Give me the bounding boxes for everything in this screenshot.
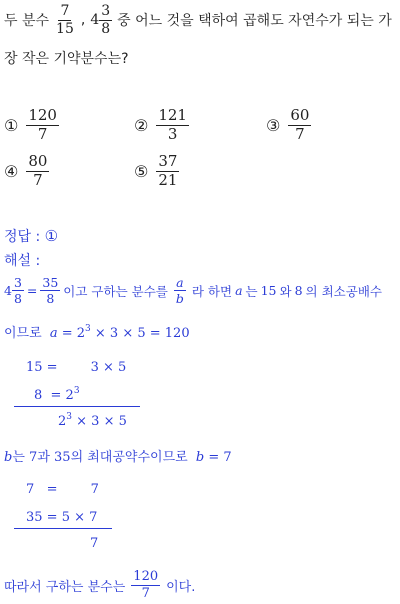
question-lead: 두 분수 <box>4 13 50 30</box>
number: 15 <box>260 283 277 299</box>
question-line-1-tail: 중 어느 것을 택하여 곱해도 자연수가 되는 가 <box>117 13 392 30</box>
fraction-denominator: 8 <box>101 20 111 37</box>
fraction-denominator: 7 <box>141 585 150 601</box>
option-fraction <box>26 108 59 143</box>
fraction-denominator: 8 <box>46 291 55 307</box>
text: 는 <box>245 283 258 299</box>
fraction-numerator: 7 <box>60 3 70 19</box>
number: 7 <box>29 450 38 465</box>
option-3[interactable] <box>266 108 311 143</box>
number: 8 <box>294 283 303 299</box>
option-marker: ③ <box>266 115 281 135</box>
fraction-a-b <box>174 276 186 305</box>
expression: × 3 × 5 = 120 <box>94 326 190 341</box>
text: 과 <box>37 450 50 465</box>
fraction-numerator: 120 <box>28 106 57 124</box>
fraction-7-15 <box>54 4 76 36</box>
question-line-2: 장 작은 기약분수는? <box>4 51 129 67</box>
gcd-result: 7 <box>90 536 99 551</box>
text: 이고 구하는 분수를 <box>63 283 168 299</box>
text: 이다. <box>166 579 196 595</box>
text: 와 <box>279 283 292 299</box>
expression: 2 <box>58 414 67 429</box>
fraction-numerator: 3 <box>13 275 22 290</box>
text: 의 최소공배수 <box>305 283 382 299</box>
option-fraction <box>288 108 311 143</box>
lcm-result <box>58 414 127 429</box>
exponent: 3 <box>73 386 80 396</box>
gcd-row-1: 7 = 7 <box>26 482 99 497</box>
mixed-number <box>4 276 24 305</box>
expression: = 2 <box>61 326 86 341</box>
expression: 8 = 2 <box>34 388 74 403</box>
text: 따라서 구하는 분수는 <box>4 579 126 595</box>
fraction-numerator: 121 <box>158 106 187 124</box>
explanation-line-1 <box>4 276 382 305</box>
expression: = 7 <box>208 450 232 465</box>
question-line-1 <box>4 4 392 36</box>
fraction-numerator: 80 <box>28 152 48 170</box>
exponent: 3 <box>66 412 73 422</box>
exponent: 3 <box>85 324 91 334</box>
variable-b: b <box>195 450 205 465</box>
fraction-denominator: 7 <box>37 124 48 143</box>
fraction-denominator: 3 <box>167 124 178 143</box>
text: 는 <box>12 450 25 465</box>
fraction-denominator: 8 <box>13 291 22 307</box>
answer-label: 정답 : <box>4 229 41 245</box>
answer-line <box>4 226 58 246</box>
fraction-numerator: 37 <box>158 152 178 170</box>
fraction-denominator: 21 <box>158 170 178 189</box>
option-4[interactable] <box>4 154 49 189</box>
mixed-whole: 4 <box>90 12 100 29</box>
option-5[interactable] <box>134 154 179 189</box>
variable-a: a <box>235 283 243 299</box>
variable-a: a <box>49 326 58 341</box>
gcd-row-2: 35 = 5 × 7 <box>26 510 98 525</box>
text: 이므로 <box>4 326 42 341</box>
fraction-numerator: 3 <box>101 3 111 19</box>
fraction-numerator: 35 <box>42 275 59 290</box>
equals-sign: = <box>26 283 38 299</box>
explanation-line-2 <box>4 322 190 341</box>
lcm-row-1: 15 = 3 × 5 <box>26 360 127 375</box>
option-fraction <box>156 108 189 143</box>
fraction-denominator: 7 <box>33 170 43 189</box>
option-1[interactable] <box>4 108 59 143</box>
fraction-denominator: 7 <box>295 124 305 143</box>
lcm-row-2 <box>34 388 80 403</box>
comma: , <box>80 12 86 29</box>
lcm-divider <box>14 406 140 407</box>
final-fraction <box>131 570 160 600</box>
gcd-divider <box>14 528 112 529</box>
option-marker: ⑤ <box>134 161 149 181</box>
text: 의 최대공약수이므로 <box>70 450 188 465</box>
option-2[interactable] <box>134 108 189 143</box>
answer-value: ① <box>44 227 59 245</box>
option-marker: ① <box>4 115 19 135</box>
fraction-35-8 <box>40 276 60 305</box>
expression: × 3 × 5 <box>76 414 127 429</box>
fraction-numerator: a <box>176 275 184 290</box>
mixed-fraction <box>12 276 24 305</box>
number: 35 <box>54 450 71 465</box>
option-marker: ② <box>134 115 149 135</box>
mixed-number <box>90 4 112 36</box>
mixed-whole: 4 <box>4 283 12 299</box>
explanation-final <box>4 570 195 600</box>
fraction-denominator: 15 <box>56 20 74 37</box>
variable-b: b <box>4 450 13 465</box>
fraction-denominator: b <box>175 291 184 307</box>
option-fraction <box>156 154 179 189</box>
fraction-numerator: 60 <box>290 106 310 124</box>
explanation-line-3 <box>4 446 232 465</box>
option-fraction <box>26 154 49 189</box>
text: 라 하면 <box>191 283 233 299</box>
fraction-numerator: 120 <box>133 569 159 584</box>
mixed-fraction <box>99 4 112 36</box>
explanation-label: 해설 : <box>4 253 41 269</box>
option-marker: ④ <box>4 161 19 181</box>
